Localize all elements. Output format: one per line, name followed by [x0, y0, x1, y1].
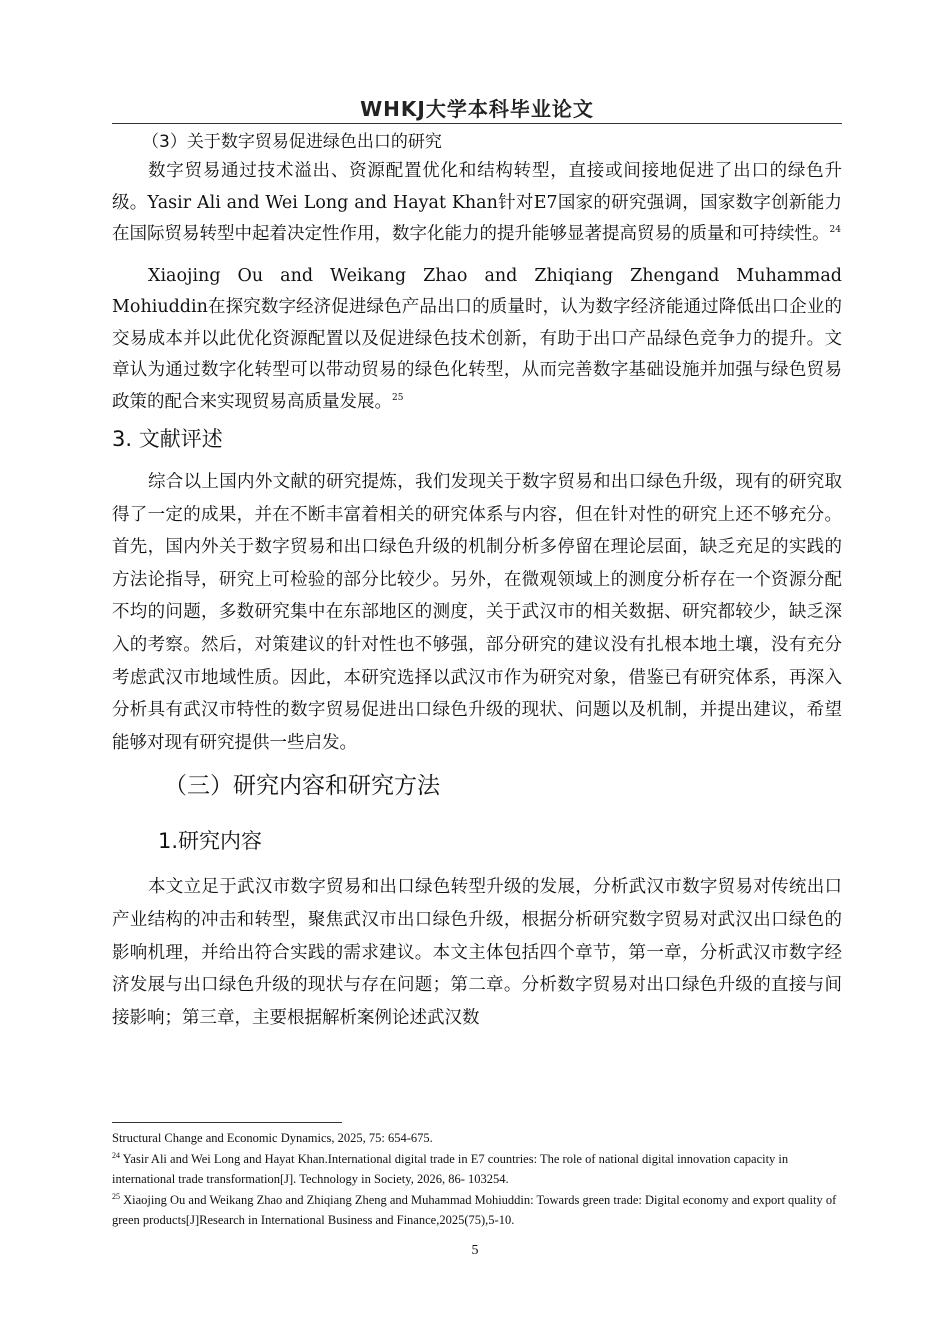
footnote-rule [112, 1122, 342, 1123]
footnote-ref-24[interactable]: 24 [829, 225, 841, 236]
footnote-ref-25[interactable]: 25 [392, 392, 404, 403]
footnote-25 [112, 1190, 842, 1231]
footnote-continued: Structural Change and Economic Dynamics, 2025, 75: 654-675. [112, 1131, 433, 1145]
footnotes [112, 1128, 842, 1231]
footnote-number: 24 [112, 1150, 120, 1160]
chapter-heading-research: （三）研究内容和研究方法 [164, 773, 440, 800]
paragraph-text: 数字贸易通过技术溢出、资源配置优化和结构转型，直接或间接地促进了出口的绿色升级。Yasir Ali and Wei Long and Hayat Khan针对E7国家的研究强调，国家数字创新能力在国际贸易转型中起着决定性作用，数字化能力的提升能够显著提高贸易的质量和可持续性。 [112, 161, 842, 244]
paragraph-xiaojing-ou [112, 261, 842, 419]
footnote-text: Xiaojing Ou and Weikang Zhao and Zhiqiang Zheng and Muhammad Mohiuddin: Towards green trade: Digital economy and export quality of green products[J]Research in International Business and Finance,2025(75),5-10. [112, 1192, 837, 1227]
page-header: WHKJ大学本科毕业论文 [360, 97, 594, 121]
page-body [112, 128, 842, 1034]
footnote-24 [112, 1149, 842, 1190]
subheading-research-content: 1.研究内容 [158, 829, 263, 854]
section-heading-review: 3. 文献评述 [112, 427, 223, 451]
footnote-text: Yasir Ali and Wei Long and Hayat Khan.International digital trade in E7 countries: The role of national digital innovation capacity in international trade transformation[J]. Technology in Society, 2026, 86- 103254. [112, 1151, 789, 1186]
paragraph-review: 综合以上国内外文献的研究提炼，我们发现关于数字贸易和出口绿色升级，现有的研究取得了一定的成果，并在不断丰富着相关的研究体系与内容，但在针对性的研究上还不够充分。首先，国内外关于数字贸易和出口绿色升级的机制分析多停留在理论层面，缺乏充足的实践的方法论指导，研究上可检验的部分比较少。另外，在微观领域上的测度分析存在一个资源分配不均的问题，多数研究集中在东部地区的测度，关于武汉市的相关数据、研究都较少，缺乏深入的考察。然后，对策建议的针对性也不够强，部分研究的建议没有扎根本地土壤，没有充分考虑武汉市地域性质。因此，本研究选择以武汉市作为研究对象，借鉴已有研究体系，再深入分析具有武汉市特性的数字贸易促进出口绿色升级的现状、问题以及机制，并提出建议，希望能够对现有研究提供一些启发。 [112, 472, 842, 753]
footnote-number: 25 [112, 1191, 120, 1201]
paragraph-research-content: 本文立足于武汉市数字贸易和出口绿色转型升级的发展，分析武汉市数字贸易对传统出口产业结构的冲击和转型，聚焦武汉市出口绿色升级，根据分析研究数字贸易对武汉出口绿色的影响机理，并给出符合实践的需求建议。本文主体包括四个章节，第一章，分析武汉市数字经济发展与出口绿色升级的现状与存在问题；第二章。分析数字贸易对出口绿色升级的直接与间接影响；第三章，主要根据解析案例论述武汉数 [112, 877, 842, 1028]
header-rule [112, 123, 842, 124]
paragraph-text: Xiaojing Ou and Weikang Zhao and Zhiqiang Zhengand Muhammad Mohiuddin在探究数字经济促进绿色产品出口的质量时，认为数字经济能通过降低出口企业的交易成本并以此优化资源配置以及促进绿色技术创新，有助于出口产品绿色竞争力的提升。文章认为通过数字化转型可以带动贸易的绿色化转型，从而完善数字基础设施并加强与绿色贸易政策的配合来实现贸易高质量发展。 [112, 265, 842, 412]
page-number: 5 [471, 1243, 479, 1258]
paragraph-digital-trade [112, 156, 842, 251]
subsection-heading: （3）关于数字贸易促进绿色出口的研究 [142, 132, 442, 152]
